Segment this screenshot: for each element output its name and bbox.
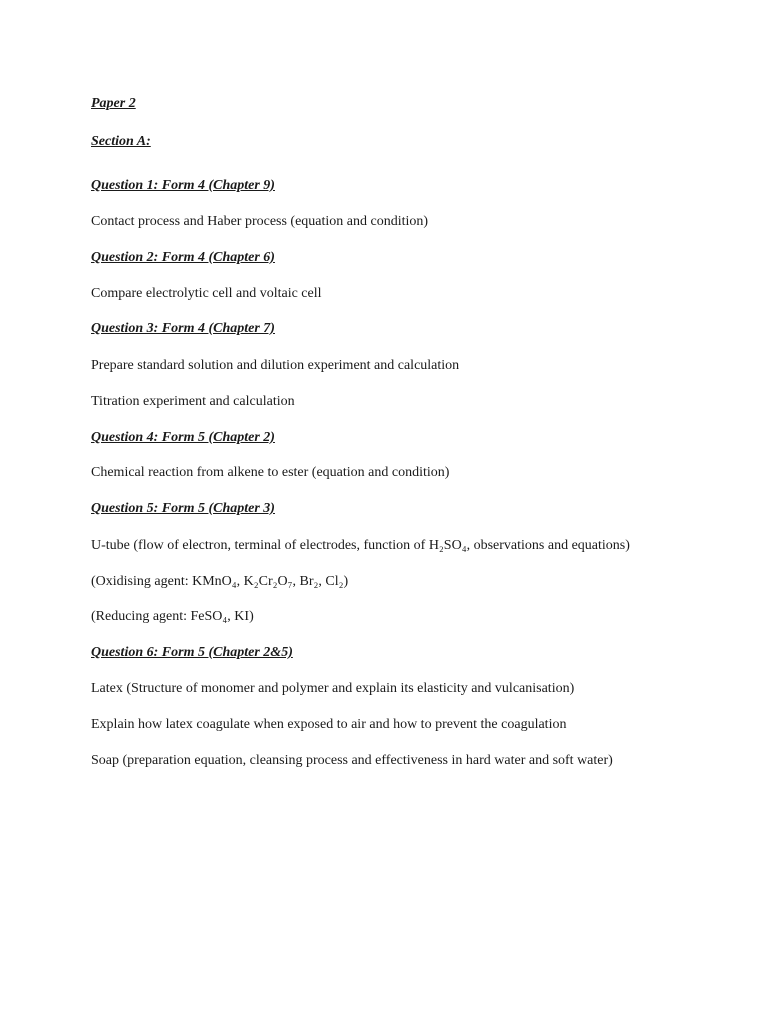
question-3-line-1: Prepare standard solution and dilution experiment and calculation	[91, 358, 460, 373]
question-5-heading: Question 5: Form 5 (Chapter 3)	[91, 501, 275, 516]
question-5-line-1: U-tube (flow of electron, terminal of electrodes, function of H₂SO₄, observations and equations)	[91, 538, 630, 553]
paper-title: Paper 2	[91, 96, 136, 111]
question-1-heading: Question 1: Form 4 (Chapter 9)	[91, 178, 275, 193]
question-1-line-1: Contact process and Haber process (equation and condition)	[91, 214, 429, 229]
question-6-line-1: Latex (Structure of monomer and polymer and explain its elasticity and vulcanisation)	[91, 681, 575, 696]
question-5-line-3: (Reducing agent: FeSO₄, KI)	[91, 609, 254, 624]
question-5-line-2: (Oxidising agent: KMnO₄, K₂Cr₂O₇, Br₂, Cl₂)	[91, 574, 349, 589]
question-6-heading: Question 6: Form 5 (Chapter 2&5)	[91, 645, 293, 660]
question-4-heading: Question 4: Form 5 (Chapter 2)	[91, 430, 275, 445]
question-4-line-1: Chemical reaction from alkene to ester (equation and condition)	[91, 465, 450, 480]
question-2-heading: Question 2: Form 4 (Chapter 6)	[91, 250, 275, 265]
question-2-line-1: Compare electrolytic cell and voltaic cell	[91, 286, 322, 301]
question-3-line-2: Titration experiment and calculation	[91, 394, 295, 409]
question-6-line-3: Soap (preparation equation, cleansing process and effectiveness in hard water and soft water)	[91, 753, 613, 768]
question-3-heading: Question 3: Form 4 (Chapter 7)	[91, 321, 275, 336]
question-6-line-2: Explain how latex coagulate when exposed to air and how to prevent the coagulation	[91, 717, 567, 732]
section-title: Section A:	[91, 134, 151, 149]
